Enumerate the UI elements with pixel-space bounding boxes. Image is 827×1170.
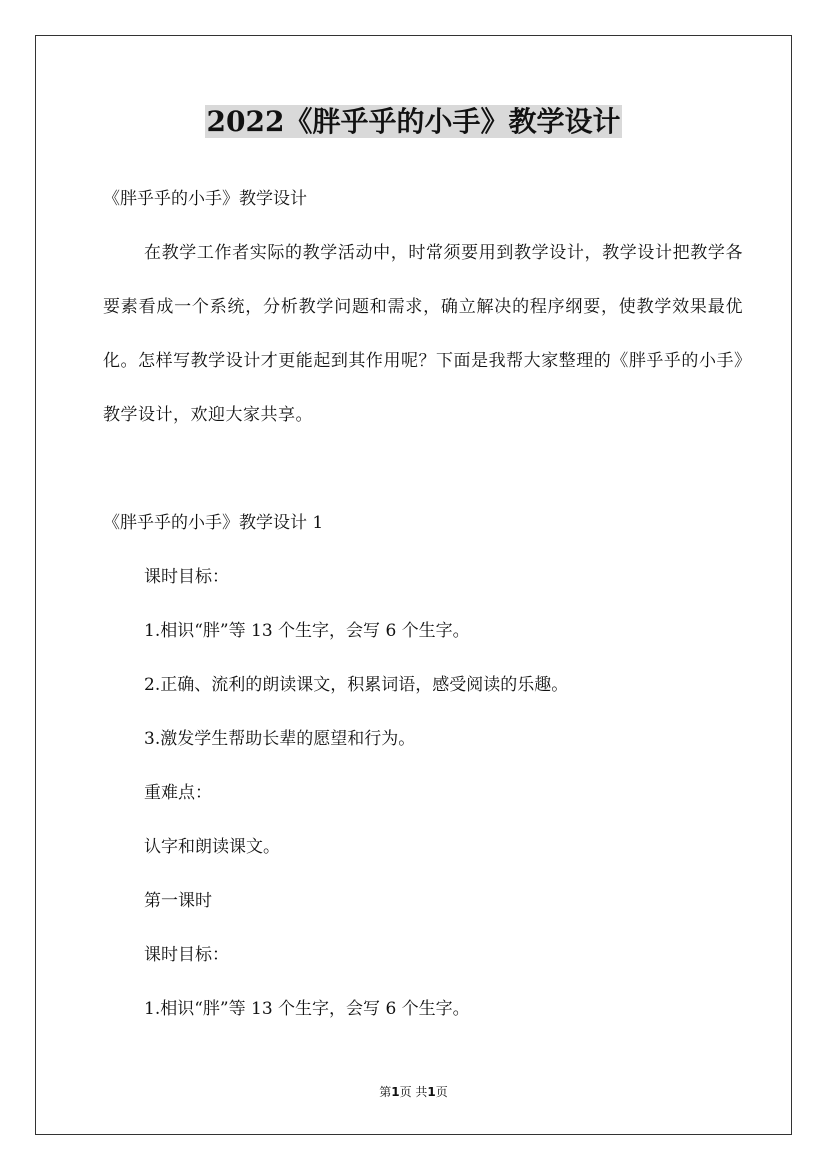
section-title: 《胖乎乎的小手》教学设计 1 [103, 513, 324, 533]
content-line: 3.激发学生帮助长辈的愿望和行为。 [144, 729, 416, 749]
document-title-text: 2022《胖乎乎的小手》教学设计 [206, 105, 621, 138]
page-footer [0, 1080, 827, 1104]
content-line: 2.正确、流利的朗读课文，积累词语，感受阅读的乐趣。 [144, 675, 569, 695]
document-subtitle: 《胖乎乎的小手》教学设计 [103, 189, 307, 209]
page-suffix: 页 [435, 1085, 448, 1099]
content-line: 课时目标： [144, 567, 229, 587]
content-line: 1.相识“胖”等 13 个生字，会写 6 个生字。 [144, 999, 470, 1019]
page-prefix: 第 [379, 1085, 392, 1099]
document-body [103, 172, 743, 1036]
content-line: 第一课时 [144, 891, 212, 911]
page-mid: 页 共 [399, 1085, 428, 1099]
content-line: 1.相识“胖”等 13 个生字，会写 6 个生字。 [144, 621, 470, 641]
content-line: 重难点： [144, 783, 212, 803]
intro-paragraph: 在教学工作者实际的教学活动中，时常须要用到教学设计，教学设计把教学各要素看成一个系统，分析教学问题和需求，确立解决的程序纲要，使教学效果最优化。怎样写教学设计才更能起到其作用呢？下面是我帮大家整理的《胖乎乎的小手》教学设计，欢迎大家共享。 [103, 243, 743, 425]
page-current: 1 [391, 1085, 400, 1099]
paragraph-spacer [103, 442, 743, 496]
content-line: 课时目标： [144, 945, 229, 965]
document-title [0, 100, 827, 144]
page-total: 1 [427, 1085, 436, 1099]
content-line: 认字和朗读课文。 [144, 837, 280, 857]
